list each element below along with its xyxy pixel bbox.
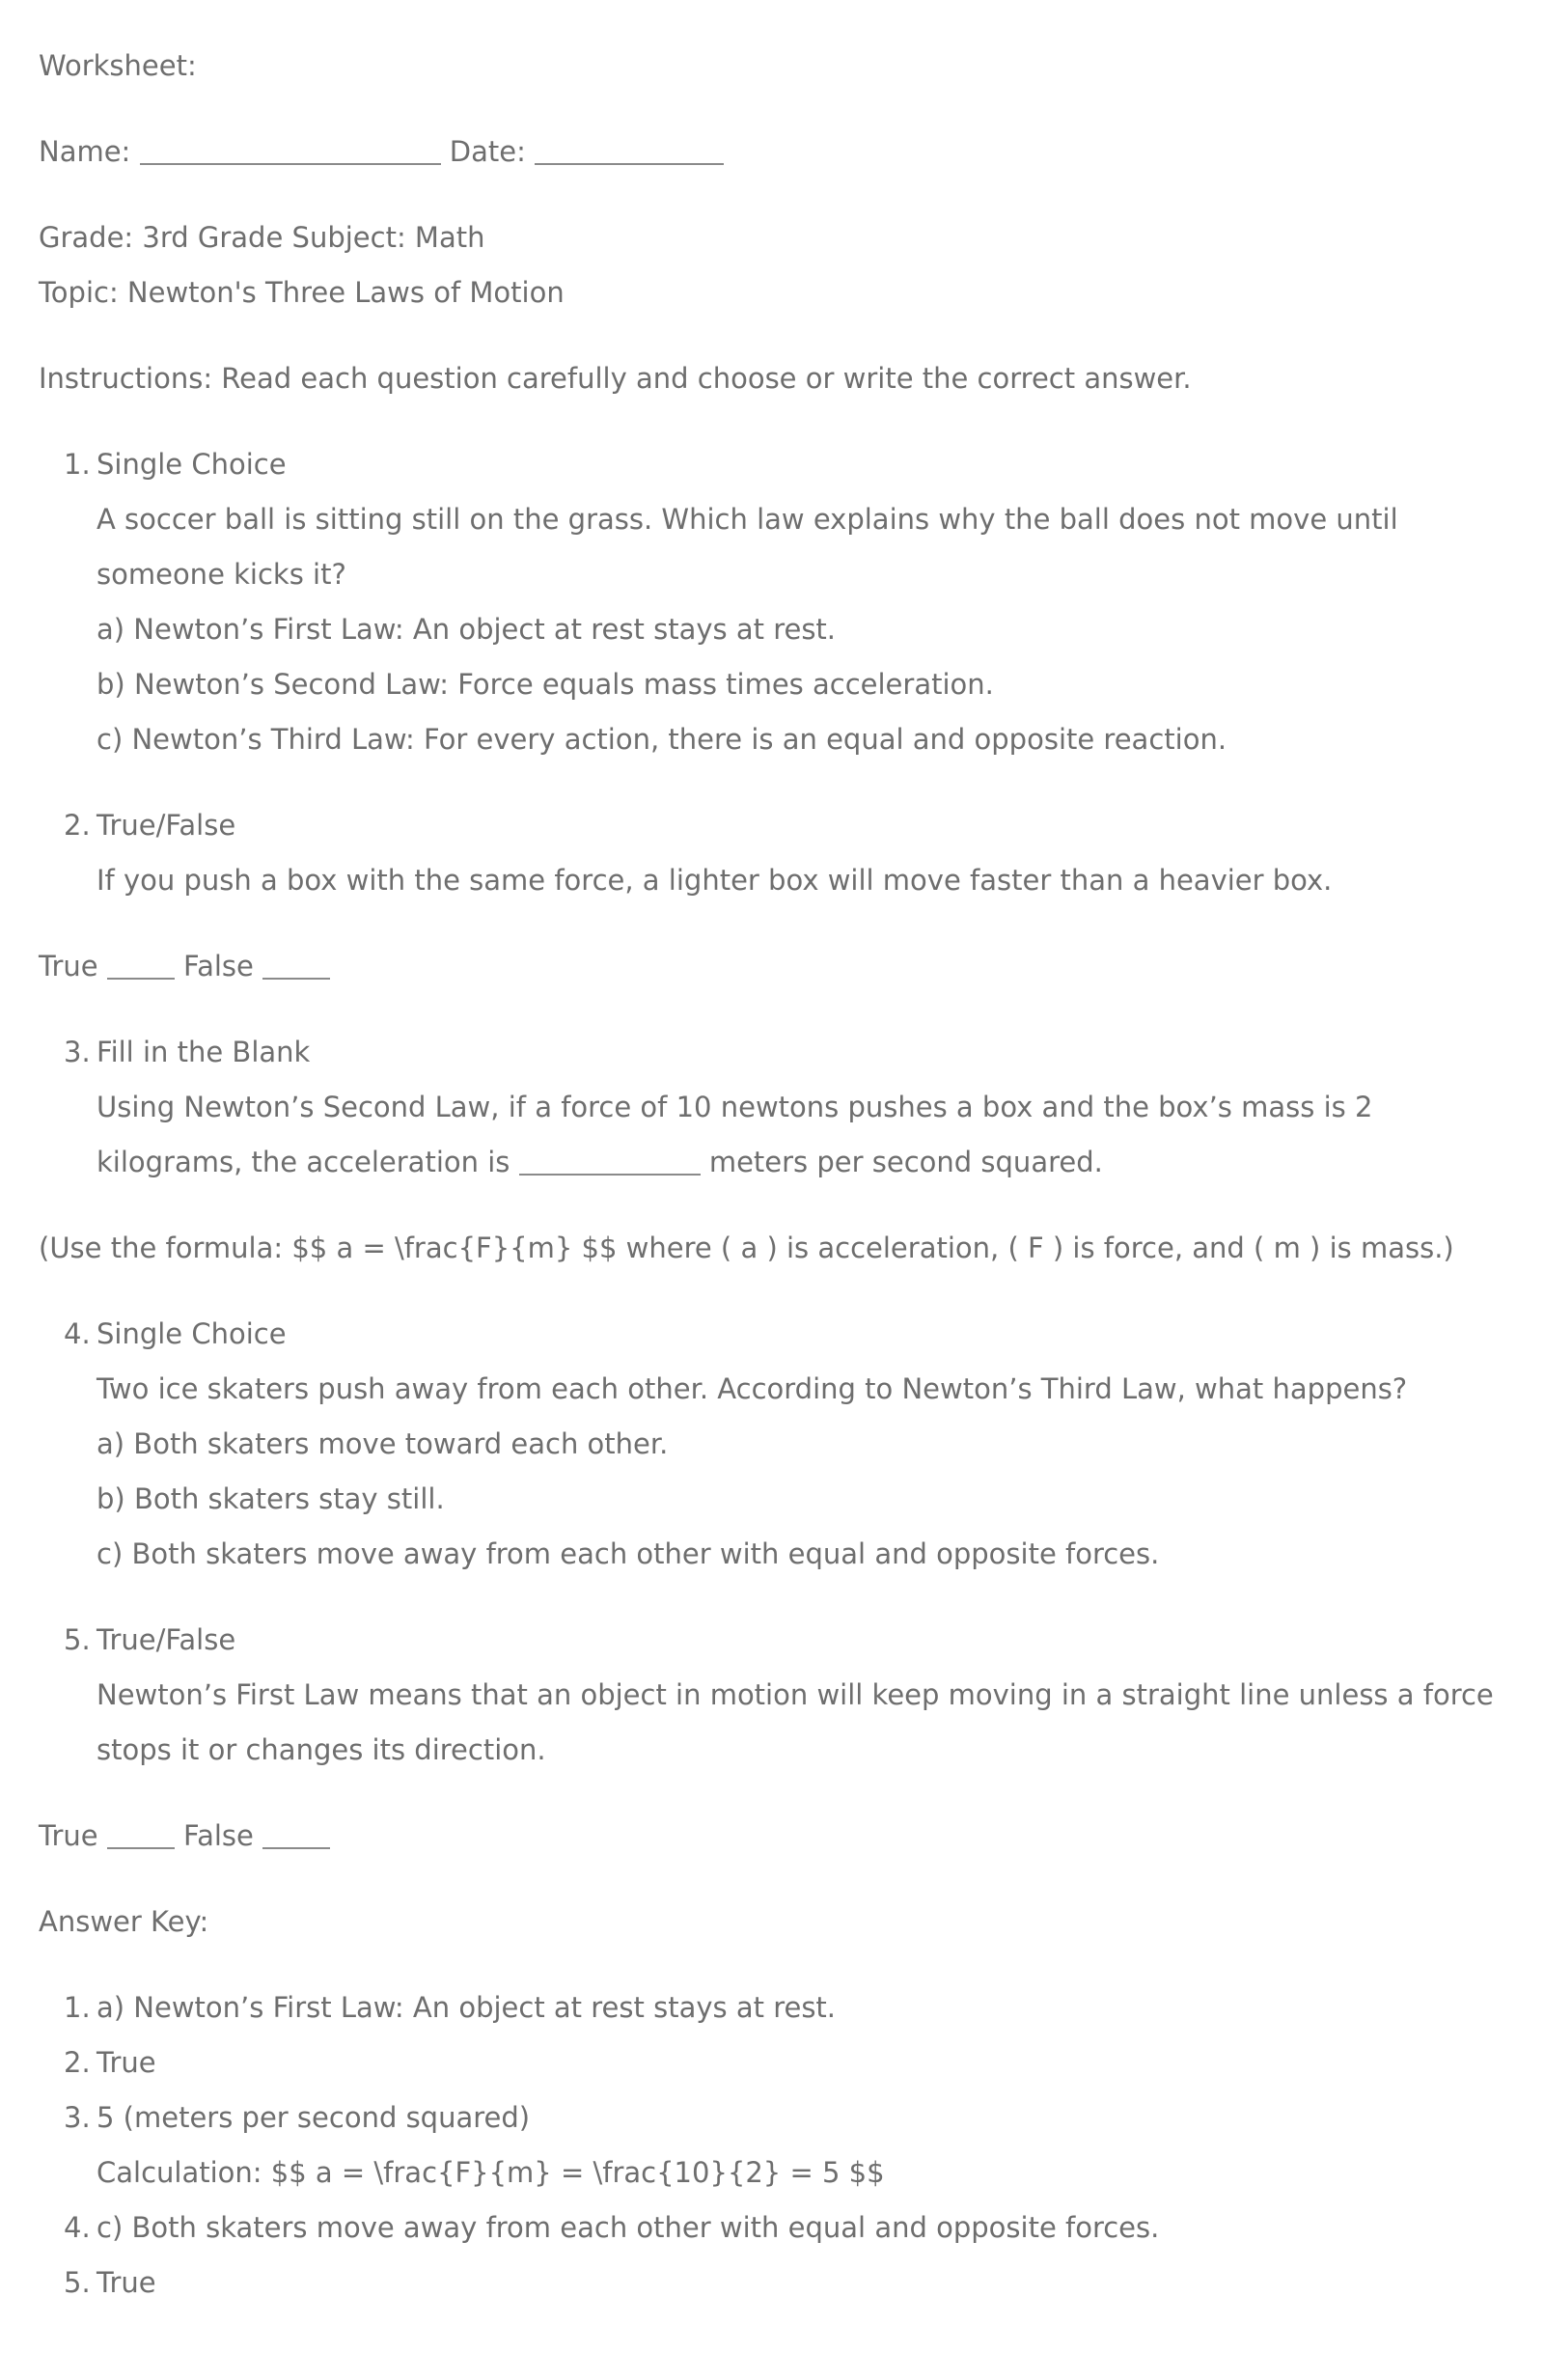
question-3	[39, 1025, 1505, 1190]
question-1	[39, 437, 1505, 767]
true-false-line-5	[39, 1809, 1505, 1864]
instructions: Instructions: Read each question carefully and choose or write the correct answer.	[39, 362, 1192, 395]
false-blank[interactable]	[262, 978, 330, 980]
question-item	[39, 1307, 1505, 1582]
answer-item	[39, 2090, 1505, 2200]
answer-number: 4.	[64, 2211, 91, 2244]
true-label: True	[39, 1819, 98, 1852]
answer-number: 1.	[64, 1991, 91, 2024]
topic: Topic: Newton's Three Laws of Motion	[39, 276, 565, 309]
true-label: True	[39, 950, 98, 982]
name-blank[interactable]	[140, 163, 441, 165]
question-type: Fill in the Blank	[96, 1036, 311, 1068]
answer-text: a) Newton’s First Law: An object at rest stays at rest.	[96, 1991, 837, 2024]
option-b[interactable]: b) Both skaters stay still.	[96, 1482, 445, 1515]
answer-number: 2.	[64, 2046, 91, 2079]
question-number: 3.	[64, 1036, 91, 1068]
option-c[interactable]: c) Both skaters move away from each other with equal and opposite forces.	[96, 1537, 1160, 1570]
worksheet-title: Worksheet:	[39, 49, 197, 82]
question-prompt: Newton’s First Law means that an object in motion will keep moving in a straight line unless a force stops it or changes its direction.	[96, 1678, 1494, 1766]
date-label: Date:	[449, 135, 526, 168]
answer-detail: Calculation: $$ a = \frac{F}{m} = \frac{10}{2} = 5 $$	[96, 2156, 885, 2189]
false-label: False	[183, 1819, 254, 1852]
true-blank[interactable]	[107, 978, 175, 980]
option-b[interactable]: b) Newton’s Second Law: Force equals mass times acceleration.	[96, 668, 994, 701]
question-number: 5.	[64, 1623, 91, 1656]
question-type: Single Choice	[96, 448, 287, 481]
answer-key-list	[39, 1980, 1505, 2311]
answer-item	[39, 1980, 1505, 2035]
question-2	[39, 798, 1505, 908]
question-type: True/False	[96, 1623, 236, 1656]
answer-item	[39, 2035, 1505, 2090]
name-date-line	[39, 125, 1505, 180]
question-number: 1.	[64, 448, 91, 481]
question-item	[39, 1025, 1505, 1190]
answer-number: 5.	[64, 2266, 91, 2299]
answer-key-title: Answer Key:	[39, 1905, 209, 1938]
answer-item	[39, 2200, 1505, 2255]
question-prompt: Two ice skaters push away from each other. According to Newton’s Third Law, what happens?	[96, 1372, 1408, 1405]
answer-number: 3.	[64, 2101, 91, 2134]
question-type: True/False	[96, 809, 236, 842]
option-a[interactable]: a) Newton’s First Law: An object at rest stays at rest.	[96, 613, 837, 646]
question-prompt	[96, 1080, 1505, 1190]
question-item	[39, 798, 1505, 908]
question-item	[39, 1613, 1505, 1778]
question-number: 4.	[64, 1317, 91, 1350]
formula-note: (Use the formula: $$ a = \frac{F}{m} $$ where ( a ) is acceleration, ( F ) is force, and ( m ) is mass.)	[39, 1232, 1454, 1264]
question-type: Single Choice	[96, 1317, 287, 1350]
question-4	[39, 1307, 1505, 1582]
question-item	[39, 437, 1505, 767]
answer-text: 5 (meters per second squared)	[96, 2101, 531, 2134]
date-blank[interactable]	[535, 163, 724, 165]
answer-text: True	[96, 2266, 156, 2299]
question-prompt: If you push a box with the same force, a lighter box will move faster than a heavier box.	[96, 864, 1333, 897]
false-blank[interactable]	[262, 1847, 330, 1849]
option-c[interactable]: c) Newton’s Third Law: For every action, there is an equal and opposite reaction.	[96, 723, 1227, 756]
answer-item	[39, 2255, 1505, 2311]
option-a[interactable]: a) Both skaters move toward each other.	[96, 1427, 669, 1460]
answer-text: c) Both skaters move away from each other with equal and opposite forces.	[96, 2211, 1160, 2244]
grade-subject: Grade: 3rd Grade Subject: Math	[39, 221, 485, 254]
question-5	[39, 1613, 1505, 1778]
answer-blank[interactable]	[519, 1174, 701, 1176]
answer-text: True	[96, 2046, 156, 2079]
true-blank[interactable]	[107, 1847, 175, 1849]
question-prompt: A soccer ball is sitting still on the grass. Which law explains why the ball does not move until someone kicks it?	[96, 503, 1398, 591]
prompt-start: Using Newton’s Second Law, if a force of 10 newtons pushes a box and the box’s mass is 2 kilograms, the acceleration is	[96, 1091, 1373, 1178]
name-label: Name:	[39, 135, 131, 168]
question-number: 2.	[64, 809, 91, 842]
true-false-line-2	[39, 939, 1505, 994]
false-label: False	[183, 950, 254, 982]
prompt-end: meters per second squared.	[708, 1146, 1103, 1178]
